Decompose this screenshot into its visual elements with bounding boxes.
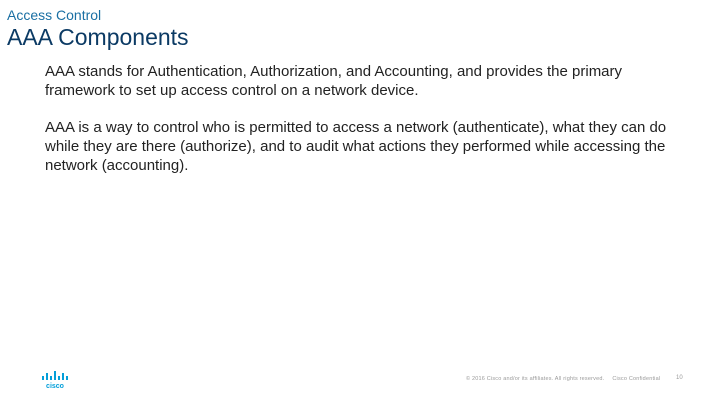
paragraph-definition: AAA stands for Authentication, Authorization, and Accounting, and provides the primary framework to set up access control on a network device.: [45, 63, 623, 99]
footer: [466, 376, 660, 382]
footer-classification: Cisco Confidential: [612, 376, 661, 382]
page-number: 10: [676, 375, 683, 381]
cisco-logo-text: cisco: [46, 383, 64, 390]
footer-copyright: © 2016 Cisco and/or its affiliates. All rights reserved.: [466, 376, 605, 382]
cisco-logo-icon: [40, 370, 70, 390]
slide-title: AAA Components: [7, 24, 189, 50]
section-label: Access Control: [7, 7, 102, 23]
slide-body: [45, 62, 685, 193]
paragraph-explanation: AAA is a way to control who is permitted to access a network (authenticate), what they can do while they are there (authorize), and to audit what actions they performed while accessing the network (accounting).: [45, 119, 667, 174]
